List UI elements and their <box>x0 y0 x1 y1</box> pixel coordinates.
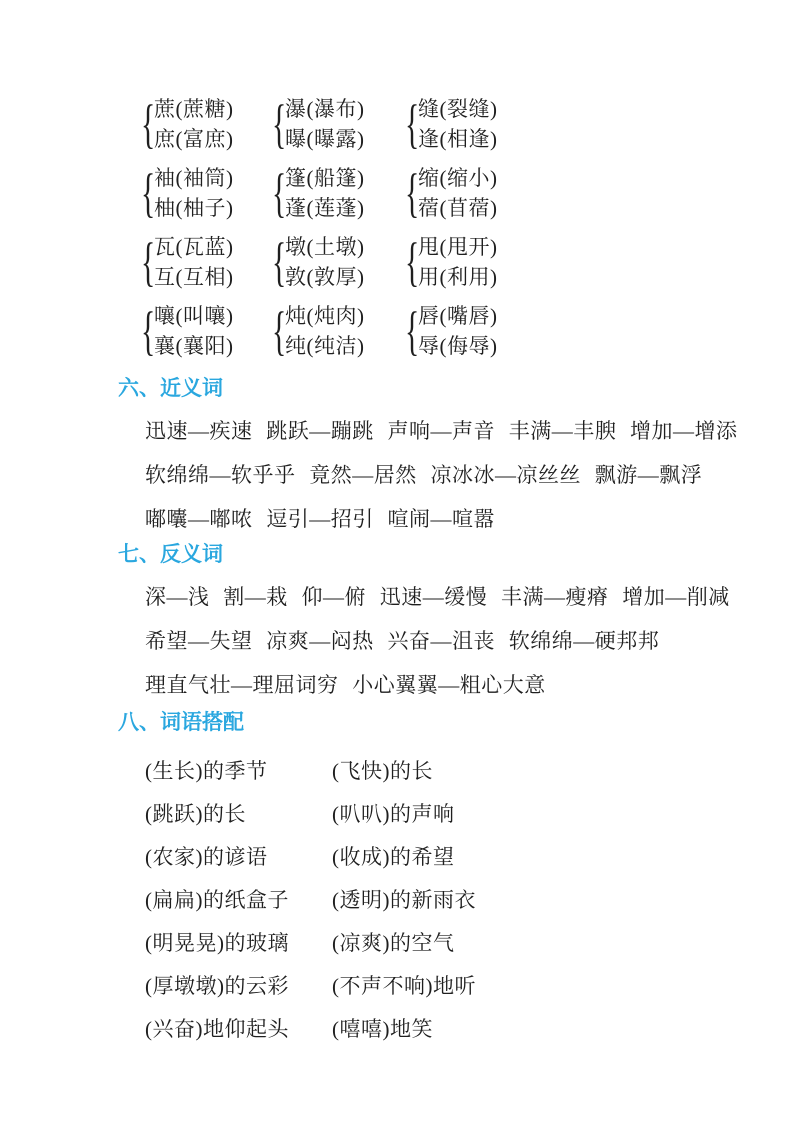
character-pair-bottom: 用(利用) <box>418 265 498 289</box>
character-pair-top: 缝(裂缝) <box>418 97 498 121</box>
pair-lines <box>418 163 498 223</box>
collocation-left: (兴奋)地仰起头 <box>145 1017 289 1041</box>
character-pair-bottom: 敦(敦厚) <box>285 265 365 289</box>
antonyms-section <box>0 542 793 700</box>
collocation-right: (收成)的希望 <box>332 845 455 869</box>
character-pair-top: 嚷(叫嚷) <box>154 304 234 328</box>
collocation-row <box>145 971 793 1001</box>
pair-lines <box>285 94 365 154</box>
collocation-right: (叭叭)的声响 <box>332 802 455 826</box>
character-pair-top: 蔗(蔗糖) <box>154 97 234 121</box>
brace-icon: { <box>272 163 287 223</box>
pair-lines <box>418 301 498 361</box>
character-pair-bottom: 柚(柚子) <box>154 196 234 220</box>
brace-icon: { <box>141 232 156 292</box>
character-pair-bottom: 辱(侮辱) <box>418 334 498 358</box>
brace-icon: { <box>405 232 420 292</box>
character-pair-top: 唇(嘴唇) <box>418 304 498 328</box>
collocations-section <box>0 710 793 1044</box>
collocation-right: (飞快)的长 <box>332 759 433 783</box>
character-pair-top: 炖(炖肉) <box>285 304 365 328</box>
character-pair-top: 甩(甩开) <box>418 235 498 259</box>
brace-icon: { <box>405 163 420 223</box>
character-pair-group <box>272 94 405 154</box>
brace-icon: { <box>272 94 287 154</box>
collocation-left: (生长)的季节 <box>145 759 268 783</box>
character-pair-group <box>272 163 405 223</box>
collocation-left: (厚墩墩)的云彩 <box>145 974 289 998</box>
brace-icon: { <box>405 301 420 361</box>
collocation-rows <box>0 756 793 1044</box>
pair-lines <box>285 301 365 361</box>
character-pair-bottom: 襄(襄阳) <box>154 334 234 358</box>
character-pair-bottom: 曝(曝露) <box>285 127 365 151</box>
character-pair-bottom: 逢(相逢) <box>418 127 498 151</box>
character-pair-top: 瀑(瀑布) <box>285 97 365 121</box>
synonym-line: 软绵绵—软乎乎 竟然—居然 凉冰冰—凉丝丝 飘游—飘浮 <box>145 463 703 487</box>
brace-icon: { <box>272 301 287 361</box>
confusable-characters-section <box>0 0 793 361</box>
collocation-right: (嘻嘻)地笑 <box>332 1017 433 1041</box>
brace-icon: { <box>405 94 420 154</box>
character-pair-bottom: 互(互相) <box>154 265 234 289</box>
pair-lines <box>154 94 234 154</box>
antonym-line: 理直气壮—理屈词穷 小心翼翼—粗心大意 <box>145 673 546 697</box>
collocation-left: (明晃晃)的玻璃 <box>145 931 289 955</box>
character-pair-group <box>141 163 272 223</box>
brace-icon: { <box>272 232 287 292</box>
collocation-right: (凉爽)的空气 <box>332 931 455 955</box>
collocation-row <box>145 928 793 958</box>
pair-row <box>141 232 793 292</box>
collocation-right: (透明)的新雨衣 <box>332 888 476 912</box>
section-heading-collocations: 八、词语搭配 <box>118 711 244 734</box>
character-pair-group <box>272 301 405 361</box>
collocation-left: (跳跃)的长 <box>145 802 246 826</box>
character-pair-group <box>405 94 498 154</box>
character-pair-top: 缩(缩小) <box>418 166 498 190</box>
pair-row <box>141 163 793 223</box>
synonym-line: 迅速—疾速 跳跃—蹦跳 声响—声音 丰满—丰腴 增加—增添 <box>145 419 738 443</box>
brace-icon: { <box>141 94 156 154</box>
pair-lines <box>418 232 498 292</box>
pair-row <box>141 301 793 361</box>
character-pair-group <box>272 232 405 292</box>
character-pair-group <box>141 301 272 361</box>
collocation-left: (扁扁)的纸盒子 <box>145 888 289 912</box>
antonym-line: 希望—失望 凉爽—闷热 兴奋—沮丧 软绵绵—硬邦邦 <box>145 629 660 653</box>
character-pair-group <box>141 232 272 292</box>
character-pair-group <box>141 94 272 154</box>
synonym-line: 嘟囔—嘟哝 逗引—招引 喧闹—喧嚣 <box>145 507 495 531</box>
pair-lines <box>154 163 234 223</box>
pair-row <box>141 94 793 154</box>
character-pair-group <box>405 163 498 223</box>
brace-icon: { <box>141 301 156 361</box>
antonym-line: 深—浅 割—栽 仰—俯 迅速—缓慢 丰满—瘦瘠 增加—削减 <box>145 585 730 609</box>
character-pair-group <box>405 301 498 361</box>
pair-lines <box>285 232 365 292</box>
character-pair-bottom: 蓬(莲蓬) <box>285 196 365 220</box>
section-heading-antonyms: 七、反义词 <box>118 543 223 566</box>
character-pair-top: 墩(土墩) <box>285 235 365 259</box>
collocation-row <box>145 885 793 915</box>
pair-lines <box>285 163 365 223</box>
collocation-row <box>145 842 793 872</box>
collocation-left: (农家)的谚语 <box>145 845 268 869</box>
collocation-row <box>145 756 793 786</box>
collocation-row <box>145 799 793 829</box>
character-pair-bottom: 纯(纯洁) <box>285 334 365 358</box>
pair-lines <box>154 301 234 361</box>
brace-icon: { <box>141 163 156 223</box>
section-heading-synonyms: 六、近义词 <box>118 377 223 400</box>
character-pair-group <box>405 232 498 292</box>
character-pair-top: 瓦(瓦蓝) <box>154 235 234 259</box>
pair-lines <box>418 94 498 154</box>
character-pair-top: 袖(袖筒) <box>154 166 234 190</box>
synonyms-section <box>0 376 793 534</box>
collocation-right: (不声不响)地听 <box>332 974 476 998</box>
character-pair-bottom: 蓿(苜蓿) <box>418 196 498 220</box>
character-pair-top: 篷(船篷) <box>285 166 365 190</box>
pair-lines <box>154 232 234 292</box>
collocation-row <box>145 1014 793 1044</box>
character-pair-bottom: 庶(富庶) <box>154 127 234 151</box>
